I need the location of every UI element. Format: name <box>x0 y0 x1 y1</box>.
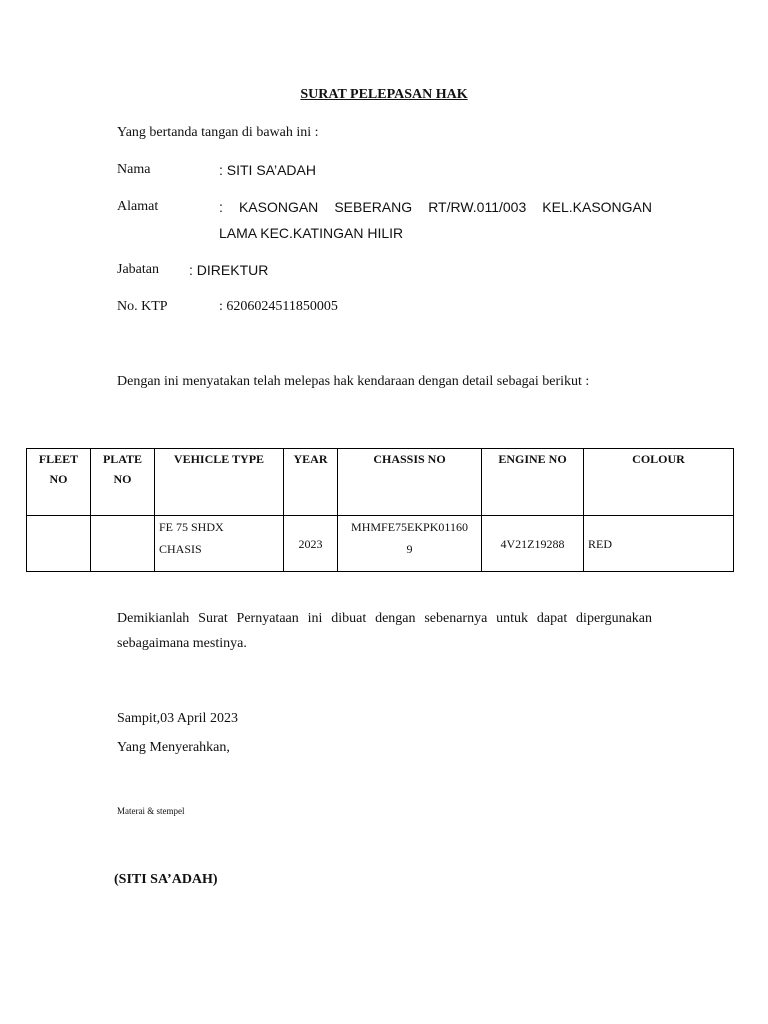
intro-text: Yang bertanda tangan di bawah ini : <box>117 125 319 140</box>
statement-text: Dengan ini menyatakan telah melepas hak kendaraan dengan detail sebagai berikut : <box>117 374 590 389</box>
vehicle-detail-table <box>26 448 734 572</box>
header-plate-line2: NO <box>113 472 132 486</box>
cell-chassis-no <box>338 516 482 572</box>
alamat-value-line2: LAMA KEC.KATINGAN HILIR <box>219 225 404 241</box>
nama-label: Nama <box>117 162 151 177</box>
cell-vehicle-type-line2: CHASIS <box>159 542 202 556</box>
signatory-name: (SITI SA’ADAH) <box>114 872 218 887</box>
nama-value: : SITI SA’ADAH <box>219 162 316 178</box>
header-year: YEAR <box>284 449 338 516</box>
ktp-value: : 6206024511850005 <box>219 299 338 314</box>
alamat-value-line1: : KASONGAN SEBERANG RT/RW.011/003 KEL.KASONGAN <box>219 199 652 215</box>
cell-fleet-no <box>27 516 91 572</box>
cell-engine-no: 4V21Z19288 <box>482 516 584 572</box>
alamat-label: Alamat <box>117 199 159 214</box>
header-plate-no <box>91 449 155 516</box>
jabatan-label: Jabatan <box>117 262 159 277</box>
header-plate-line1: PLATE <box>102 452 143 466</box>
cell-vehicle-type-line1: FE 75 SHDX <box>159 520 224 534</box>
cell-plate-no <box>91 516 155 572</box>
cell-chassis-line2: 9 <box>406 542 413 556</box>
header-fleet-line2: NO <box>49 472 68 486</box>
header-fleet-line1: FLEET <box>38 452 79 466</box>
place-date: Sampit,03 April 2023 <box>117 711 238 726</box>
cell-chassis-line1: MHMFE75EKPK01160 <box>351 520 468 534</box>
header-colour: COLOUR <box>584 449 734 516</box>
header-vehicle-type: VEHICLE TYPE <box>155 449 284 516</box>
closing-paragraph: Demikianlah Surat Pernyataan ini dibuat dengan sebenarnya untuk dapat dipergunakan sebagaimana mestinya. <box>117 611 652 651</box>
cell-vehicle-type <box>155 516 284 572</box>
handover-text: Yang Menyerahkan, <box>117 740 230 755</box>
stamp-note: Materai & stempel <box>117 806 185 816</box>
header-chassis-no: CHASSIS NO <box>338 449 482 516</box>
document-title: SURAT PELEPASAN HAK <box>300 87 468 102</box>
cell-year: 2023 <box>284 516 338 572</box>
jabatan-value: : DIREKTUR <box>189 262 269 278</box>
cell-colour: RED <box>584 516 734 572</box>
table-row <box>27 516 734 572</box>
ktp-label: No. KTP <box>117 299 168 314</box>
header-engine-no: ENGINE NO <box>482 449 584 516</box>
header-fleet-no <box>27 449 91 516</box>
table-header-row <box>27 449 734 516</box>
